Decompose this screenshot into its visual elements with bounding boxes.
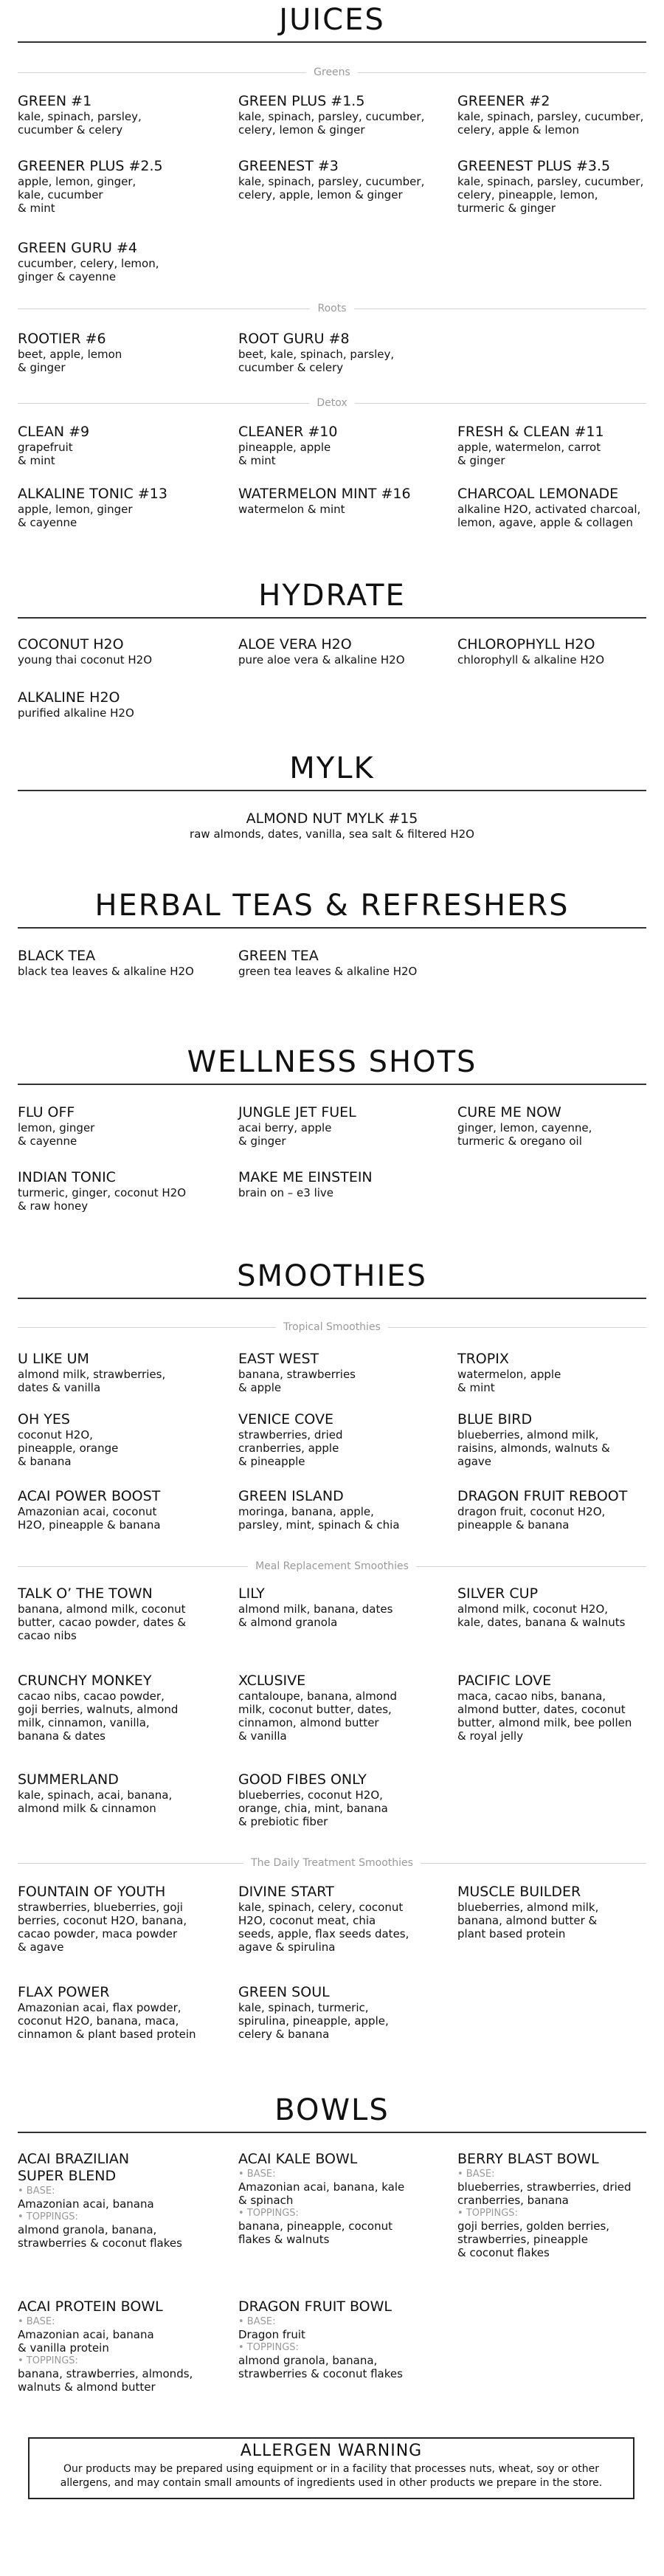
bowls-items-2-toppings: goji berries, golden berries, strawberries, pineapple & coconut flakes <box>457 2219 610 2259</box>
smoothies-tropical_label: Tropical Smoothies <box>276 1321 388 1333</box>
menu-item-acai-kale-bowl <box>238 2151 445 2246</box>
menu-item-talk-o-the-town <box>18 1585 224 1642</box>
smoothies-items-16-name: GOOD FIBES ONLY <box>238 1771 367 1788</box>
menu-item-cure-me-now <box>457 1104 664 1148</box>
subheading-label <box>18 301 646 316</box>
mylk-items-0-name: ALMOND NUT MYLK #15 <box>246 810 418 827</box>
hydrate-items-1-desc: pure aloe vera & alkaline H2O <box>238 653 405 667</box>
smoothies-items-19-name: MUSCLE BUILDER <box>457 1884 581 1900</box>
mylk-items-0-desc: raw almonds, dates, vanilla, sea salt & filtered H2O <box>190 827 474 841</box>
juices-items-11-desc: apple, watermelon, carrot & ginger <box>457 441 601 467</box>
juices-items-10-desc: pineapple, apple & mint <box>238 441 331 467</box>
smoothies-items-8-name: DRAGON FRUIT REBOOT <box>457 1488 628 1504</box>
smoothies-items-17-desc: strawberries, blueberries, goji berries, coconut H2O, banana, cacao powder, maca powder & agave <box>18 1901 187 1954</box>
menu-item-greenest-3 <box>238 158 445 202</box>
menu-item-chlorophyll-h2o <box>457 636 664 667</box>
shots-items-4-desc: brain on – e3 live <box>238 1186 334 1199</box>
juices-items-0-name: GREEN #1 <box>18 93 92 109</box>
menu-item-green-soul <box>238 1984 445 2041</box>
menu-item-xclusive <box>238 1673 445 1743</box>
menu-item-east-west <box>238 1351 445 1394</box>
juices-items-9-desc: grapefruit & mint <box>18 441 73 467</box>
teas-items-1-desc: green tea leaves & alkaline H2O <box>238 965 418 978</box>
menu-item-acai-protein-bowl <box>18 2298 224 2394</box>
juices-items-13-desc: watermelon & mint <box>238 503 345 516</box>
smoothies-meal_label: Meal Replacement Smoothies <box>248 1560 416 1572</box>
meal-replacement-subheading <box>18 1559 646 1574</box>
menu-item-muscle-builder <box>457 1884 664 1940</box>
smoothies-items-8-desc: dragon fruit, coconut H2O, pineapple & banana <box>457 1505 606 1532</box>
daily-treatment-subheading <box>18 1856 646 1870</box>
smoothies-items-12-name: CRUNCHY MONKEY <box>18 1673 152 1689</box>
juices-items-4-name: GREENEST #3 <box>238 158 339 174</box>
smoothies-items-5-name: BLUE BIRD <box>457 1411 533 1428</box>
bowls-base_tag: • BASE: <box>238 2316 276 2327</box>
menu-item-pacific-love <box>457 1673 664 1743</box>
menu-item-summerland <box>18 1771 224 1815</box>
bowls-items-3-toppings: banana, strawberries, almonds, walnuts & almond butter <box>18 2367 193 2394</box>
bowls-title: BOWLS <box>274 2093 390 2127</box>
menu-item-flax-power <box>18 1984 224 2041</box>
juices-items-10-name: CLEANER #10 <box>238 424 338 440</box>
menu-item-cleaner-10 <box>238 424 445 467</box>
shots-title-rule <box>18 1084 646 1085</box>
smoothies-items-20-desc: Amazonian acai, flax powder, coconut H2O, banana, maca, cinnamon & plant based protein <box>18 2001 196 2041</box>
menu-item-oh-yes <box>18 1411 224 1468</box>
juices-items-11-name: FRESH & CLEAN #11 <box>457 424 604 440</box>
menu-item-acai-brazilian <box>18 2151 224 2250</box>
menu-item-charcoal-lemonade <box>457 486 657 529</box>
smoothies-items-2-name: TROPIX <box>457 1351 509 1367</box>
smoothies-items-15-name: SUMMERLAND <box>18 1771 119 1788</box>
menu-item-make-me-einstein <box>238 1169 445 1199</box>
juices-items-2-name: GREENER #2 <box>457 93 550 109</box>
teas-title-rule <box>18 927 646 929</box>
smoothies-items-20-name: FLAX POWER <box>18 1984 110 2000</box>
tropical-subheading <box>18 1320 646 1335</box>
juices-items-4-desc: kale, spinach, parsley, cucumber, celery, apple, lemon & ginger <box>238 175 425 202</box>
juices-items-5-name: GREENEST PLUS #3.5 <box>457 158 611 174</box>
juices-items-1-desc: kale, spinach, parsley, cucumber, celery, lemon & ginger <box>238 110 425 137</box>
menu-item-indian-tonic <box>18 1169 224 1213</box>
menu-item-good-fibes-only <box>238 1771 445 1828</box>
juices-items-1-name: GREEN PLUS #1.5 <box>238 93 365 109</box>
juices-items-6-desc: cucumber, celery, lemon, ginger & cayenne <box>18 257 159 283</box>
smoothies-items-4-desc: strawberries, dried cranberries, apple & pineapple <box>238 1428 343 1468</box>
juices-items-13-name: WATERMELON MINT #16 <box>238 486 411 502</box>
juices-items-6-name: GREEN GURU #4 <box>18 240 137 256</box>
smoothies-items-10-name: LILY <box>238 1585 265 1602</box>
bowls-items-2-base: blueberries, strawberries, dried cranberries, banana <box>457 2180 632 2207</box>
juices-title: JUICES <box>279 3 385 37</box>
smoothies-items-21-desc: kale, spinach, turmeric, spirulina, pineapple, apple, celery & banana <box>238 2001 389 2041</box>
greens-subheading <box>18 65 646 80</box>
smoothies-items-4-name: VENICE COVE <box>238 1411 334 1428</box>
menu-item-dragon-fruit-bowl <box>238 2298 445 2380</box>
juices-items-8-desc: beet, kale, spinach, parsley, cucumber & celery <box>238 348 395 374</box>
juices-items-14-desc: alkaline H2O, activated charcoal, lemon, agave, apple & collagen <box>457 503 641 529</box>
menu-item-divine-start <box>238 1884 445 1954</box>
smoothies-items-18-name: DIVINE START <box>238 1884 334 1900</box>
smoothies-items-6-desc: Amazonian acai, coconut H2O, pineapple & banana <box>18 1505 161 1532</box>
bowls-base_tag: • BASE: <box>238 2169 276 2180</box>
detox-subheading <box>18 396 646 410</box>
juices-items-12-desc: apple, lemon, ginger & cayenne <box>18 503 133 529</box>
juices-items-3-desc: apple, lemon, ginger, kale, cucumber & mint <box>18 175 136 215</box>
shots-items-0-desc: lemon, ginger & cayenne <box>18 1121 95 1148</box>
juices-items-14-name: CHARCOAL LEMONADE <box>457 486 619 502</box>
smoothies-items-2-desc: watermelon, apple & mint <box>457 1368 561 1394</box>
smoothies-items-0-desc: almond milk, strawberries, dates & vanilla <box>18 1368 166 1394</box>
juices-items-5-desc: kale, spinach, parsley, cucumber, celery, pineapple, lemon, turmeric & ginger <box>457 175 644 215</box>
menu-item-berry-blast-bowl <box>457 2151 664 2259</box>
menu-item-flu-off <box>18 1104 224 1148</box>
menu-item-jungle-jet-fuel <box>238 1104 445 1148</box>
allergen-warning-box <box>28 2437 634 2499</box>
bowls-base_tag: • BASE: <box>18 2186 55 2197</box>
teas-title: HERBAL TEAS & REFRESHERS <box>94 889 570 923</box>
bowls-toppings_tag: • TOPPINGS: <box>238 2208 299 2219</box>
smoothies-items-1-name: EAST WEST <box>238 1351 319 1367</box>
smoothies-items-16-desc: blueberries, coconut H2O, orange, chia, mint, banana & prebiotic fiber <box>238 1788 388 1828</box>
shots-title: WELLNESS SHOTS <box>187 1045 477 1079</box>
teas-items-1-name: GREEN TEA <box>238 948 319 964</box>
juices-items-9-name: CLEAN #9 <box>18 424 90 440</box>
smoothies-items-9-desc: banana, almond milk, coconut butter, cacao powder, dates & cacao nibs <box>18 1602 187 1642</box>
smoothies-items-6-name: ACAI POWER BOOST <box>18 1488 161 1504</box>
bowls-title-rule <box>18 2132 646 2133</box>
menu-item-watermelon-mint <box>238 486 445 516</box>
bowls-toppings_tag: • TOPPINGS: <box>238 2342 299 2353</box>
bowls-items-2-name: BERRY BLAST BOWL <box>457 2151 599 2167</box>
teas-items-0-desc: black tea leaves & alkaline H2O <box>18 965 194 978</box>
shots-items-4-name: MAKE ME EINSTEIN <box>238 1169 373 1185</box>
menu-item-acai-power-boost <box>18 1488 224 1532</box>
juices-items-2-desc: kale, spinach, parsley, cucumber, celery, apple & lemon <box>457 110 644 137</box>
shots-items-3-desc: turmeric, ginger, coconut H2O & raw honey <box>18 1186 187 1213</box>
smoothies-items-1-desc: banana, strawberries & apple <box>238 1368 356 1394</box>
menu-item-dragon-fruit-reboot <box>457 1488 660 1532</box>
juices-items-3-name: GREENER PLUS #2.5 <box>18 158 163 174</box>
menu-item-greenest-plus <box>457 158 664 215</box>
hydrate-items-3-desc: purified alkaline H2O <box>18 706 134 720</box>
menu-item-greener-2 <box>457 93 664 137</box>
menu-item-root-guru <box>238 331 445 374</box>
menu-item-crunchy-monkey <box>18 1673 224 1743</box>
bowls-items-1-name: ACAI KALE BOWL <box>238 2151 358 2167</box>
juices-items-0-desc: kale, spinach, parsley, cucumber & celery <box>18 110 142 137</box>
smoothies-items-14-desc: maca, cacao nibs, banana, almond butter, dates, coconut butter, almond milk, bee pollen & royal jelly <box>457 1690 632 1743</box>
smoothies-items-3-name: OH YES <box>18 1411 70 1428</box>
menu-item-fountain-of-youth <box>18 1884 224 1954</box>
smoothies-items-14-name: PACIFIC LOVE <box>457 1673 552 1689</box>
shots-items-2-desc: ginger, lemon, cayenne, turmeric & oregano oil <box>457 1121 592 1148</box>
menu-item-alkaline-tonic <box>18 486 224 529</box>
hydrate-title: HYDRATE <box>258 579 406 613</box>
hydrate-items-2-name: CHLOROPHYLL H2O <box>457 636 595 652</box>
roots-subheading <box>18 301 646 316</box>
bowls-items-4-base: Dragon fruit <box>238 2328 305 2341</box>
smoothies-items-10-desc: almond milk, banana, dates & almond granola <box>238 1602 393 1629</box>
juices-items-12-name: ALKALINE TONIC #13 <box>18 486 167 502</box>
bowls-items-0-base: Amazonian acai, banana <box>18 2197 154 2211</box>
smoothies-daily_label: The Daily Treatment Smoothies <box>243 1857 421 1869</box>
smoothies-items-13-desc: cantaloupe, banana, almond milk, coconut butter, dates, cinnamon, almond butter & vanilla <box>238 1690 397 1743</box>
subheading-label <box>18 396 646 410</box>
menu-item-rootier <box>18 331 224 374</box>
bowls-base_tag: • BASE: <box>18 2316 55 2327</box>
menu-item-venice-cove <box>238 1411 445 1468</box>
bowls-toppings_tag: • TOPPINGS: <box>457 2208 518 2219</box>
smoothies-title: SMOOTHIES <box>237 1259 427 1293</box>
hydrate-items-2-desc: chlorophyll & alkaline H2O <box>457 653 605 667</box>
menu-item-blue-bird <box>457 1411 664 1468</box>
smoothies-items-18-desc: kale, spinach, celery, coconut H2O, coconut meat, chia seeds, apple, flax seeds dates, agave & spirulina <box>238 1901 409 1954</box>
shots-items-1-desc: acai berry, apple & ginger <box>238 1121 332 1148</box>
allergen-title: ALLERGEN WARNING <box>240 2442 423 2460</box>
smoothies-items-11-name: SILVER CUP <box>457 1585 539 1602</box>
menu-item-aloe-vera-h2o <box>238 636 445 667</box>
mylk-title: MYLK <box>289 751 375 785</box>
bowls-toppings_tag: • TOPPINGS: <box>18 2355 78 2366</box>
menu-item-silver-cup <box>457 1585 664 1629</box>
menu-item-green-island <box>238 1488 445 1532</box>
teas-items-0-name: BLACK TEA <box>18 948 96 964</box>
smoothies-items-12-desc: cacao nibs, cacao powder, goji berries, walnuts, almond milk, cinnamon, vanilla, banana & dates <box>18 1690 179 1743</box>
subheading-label <box>18 1856 646 1870</box>
bowls-items-3-base: Amazonian acai, banana & vanilla protein <box>18 2328 154 2355</box>
menu-item-green-tea <box>238 948 445 978</box>
shots-items-2-name: CURE ME NOW <box>457 1104 561 1120</box>
subheading-label <box>18 1559 646 1574</box>
smoothies-items-11-desc: almond milk, coconut H2O, kale, dates, banana & walnuts <box>457 1602 626 1629</box>
menu-item-lily <box>238 1585 445 1629</box>
menu-item-u-like-um <box>18 1351 224 1394</box>
bowls-items-4-name: DRAGON FRUIT BOWL <box>238 2298 392 2315</box>
bowls-items-1-toppings: banana, pineapple, coconut flakes & walnuts <box>238 2219 392 2246</box>
bowls-items-0-toppings: almond granola, banana, strawberries & coconut flakes <box>18 2223 182 2250</box>
smoothies-items-17-name: FOUNTAIN OF YOUTH <box>18 1884 166 1900</box>
menu-item-clean-9 <box>18 424 224 467</box>
juices-items-8-name: ROOT GURU #8 <box>238 331 350 347</box>
allergen-text: Our products may be prepared using equipment or in a facility that processes nuts, wheat, soy or other allergens, and may contain small amounts of ingredients used in other products we prepare in the store. <box>60 2463 603 2489</box>
bowls-items-4-toppings: almond granola, banana, strawberries & coconut flakes <box>238 2354 403 2380</box>
hydrate-items-0-desc: young thai coconut H2O <box>18 653 153 667</box>
menu-item-green-guru <box>18 240 224 283</box>
smoothies-items-0-name: U LIKE UM <box>18 1351 89 1367</box>
hydrate-items-0-name: COCONUT H2O <box>18 636 124 652</box>
shots-items-3-name: INDIAN TONIC <box>18 1169 116 1185</box>
juices-roots_label: Roots <box>310 303 353 314</box>
menu-item-alkaline-h2o <box>18 689 224 720</box>
menu-item-coconut-h2o <box>18 636 224 667</box>
smoothies-items-13-name: XCLUSIVE <box>238 1673 306 1689</box>
smoothies-items-21-name: GREEN SOUL <box>238 1984 330 2000</box>
smoothies-title-rule <box>18 1298 646 1299</box>
menu-item-almond-nut-mylk <box>18 810 646 841</box>
menu-item-green-plus <box>238 93 445 137</box>
smoothies-items-7-name: GREEN ISLAND <box>238 1488 344 1504</box>
smoothies-items-19-desc: blueberries, almond milk, banana, almond butter & plant based protein <box>457 1901 599 1940</box>
menu-item-greener-plus <box>18 158 224 215</box>
bowls-items-1-base: Amazonian acai, banana, kale & spinach <box>238 2180 405 2207</box>
subheading-label <box>18 65 646 80</box>
juices-greens_label: Greens <box>306 66 358 78</box>
smoothies-items-15-desc: kale, spinach, acai, banana, almond milk & cinnamon <box>18 1788 173 1815</box>
hydrate-title-rule <box>18 617 646 619</box>
menu-item-tropix <box>457 1351 664 1394</box>
mylk-title-rule <box>18 790 646 791</box>
menu-item-fresh-clean <box>457 424 664 467</box>
menu-item-green-1 <box>18 93 224 137</box>
bowls-items-0-name: ACAI BRAZILIAN SUPER BLEND <box>18 2151 130 2184</box>
subheading-label <box>18 1320 646 1335</box>
juices-title-rule <box>18 41 646 43</box>
bowls-toppings_tag: • TOPPINGS: <box>18 2211 78 2222</box>
juices-detox_label: Detox <box>309 397 354 409</box>
hydrate-items-1-name: ALOE VERA H2O <box>238 636 352 652</box>
menu-item-black-tea <box>18 948 224 978</box>
juices-items-7-name: ROOTIER #6 <box>18 331 106 347</box>
bowls-items-3-name: ACAI PROTEIN BOWL <box>18 2298 163 2315</box>
bowls-base_tag: • BASE: <box>457 2169 495 2180</box>
smoothies-items-5-desc: blueberries, almond milk, raisins, almonds, walnuts & agave <box>457 1428 610 1468</box>
shots-items-0-name: FLU OFF <box>18 1104 75 1120</box>
smoothies-items-3-desc: coconut H2O, pineapple, orange & banana <box>18 1428 119 1468</box>
juices-items-7-desc: beet, apple, lemon & ginger <box>18 348 122 374</box>
smoothies-items-9-name: TALK O’ THE TOWN <box>18 1585 153 1602</box>
shots-items-1-name: JUNGLE JET FUEL <box>238 1104 356 1120</box>
smoothies-items-7-desc: moringa, banana, apple, parsley, mint, spinach & chia <box>238 1505 400 1532</box>
hydrate-items-3-name: ALKALINE H2O <box>18 689 120 706</box>
